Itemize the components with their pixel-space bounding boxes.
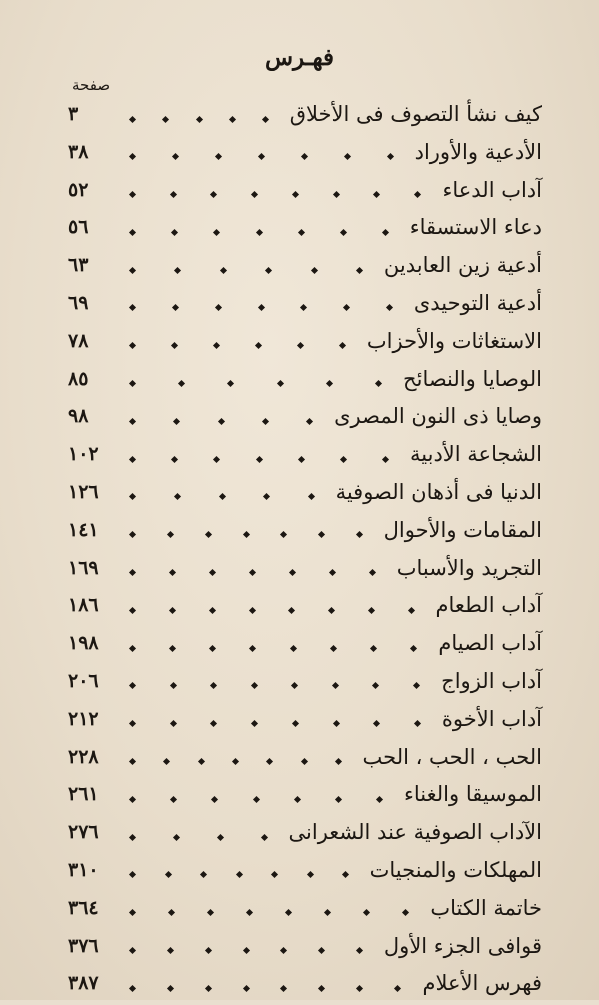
leader-dot xyxy=(372,682,379,689)
page-column-label: صفحة xyxy=(72,76,111,94)
leader-dot xyxy=(356,985,363,992)
leader-dot xyxy=(169,607,176,614)
leader-dot xyxy=(329,569,336,576)
leader-dot xyxy=(129,229,136,236)
leader-dot xyxy=(356,947,363,954)
leader-dot xyxy=(373,191,380,198)
leader-dot xyxy=(205,985,212,992)
leader-dot xyxy=(174,267,181,274)
dot-leader xyxy=(130,721,420,727)
leader-dot xyxy=(255,456,262,463)
toc-entry-page-number: ٦٣ xyxy=(68,254,89,277)
toc-entry-title: آداب الطعام xyxy=(435,593,542,618)
leader-dot xyxy=(343,304,350,311)
dot-leader xyxy=(130,154,393,160)
leader-dot xyxy=(249,569,256,576)
leader-dot xyxy=(213,229,220,236)
dot-leader xyxy=(130,116,268,122)
leader-dot xyxy=(251,682,258,689)
toc-row xyxy=(60,438,542,476)
toc-row xyxy=(60,174,542,212)
leader-dot xyxy=(129,871,136,878)
toc-entry-page-number: ٣٨ xyxy=(68,140,89,163)
leader-dot xyxy=(129,682,136,689)
toc-entry-title: المقامات والأحوال xyxy=(383,517,542,542)
leader-dot xyxy=(129,418,136,425)
leader-dot xyxy=(129,304,136,311)
leader-dot xyxy=(129,153,136,160)
leader-dot xyxy=(171,342,178,349)
leader-dot xyxy=(301,758,308,765)
toc-entry-title: المهلكات والمنجيات xyxy=(369,857,542,882)
toc-entry-page-number: ١٤١ xyxy=(68,518,99,541)
leader-dot xyxy=(356,531,363,538)
leader-dot xyxy=(170,720,177,727)
leader-dot xyxy=(340,229,347,236)
toc-entry-page-number: ١٩٨ xyxy=(68,632,99,655)
leader-dot xyxy=(298,229,305,236)
leader-dot xyxy=(342,871,349,878)
leader-dot xyxy=(376,796,383,803)
leader-dot xyxy=(129,493,136,500)
leader-dot xyxy=(280,985,287,992)
toc-entry-title: الاستغاثات والأحزاب xyxy=(366,328,542,353)
leader-dot xyxy=(408,607,415,614)
leader-dot xyxy=(311,267,318,274)
leader-dot xyxy=(171,229,178,236)
dot-leader xyxy=(130,343,345,349)
leader-dot xyxy=(210,191,217,198)
leader-dot xyxy=(129,191,136,198)
dot-leader xyxy=(130,418,312,424)
leader-dot xyxy=(251,191,258,198)
toc-entry-title: دعاء الاستسقاء xyxy=(409,215,542,240)
leader-dot xyxy=(129,569,136,576)
dot-leader xyxy=(130,872,348,878)
toc-entry-page-number: ٣٦٤ xyxy=(68,896,99,919)
dot-leader xyxy=(130,910,408,916)
leader-dot xyxy=(172,304,179,311)
toc-row xyxy=(60,211,542,249)
leader-dot xyxy=(174,493,181,500)
leader-dot xyxy=(215,304,222,311)
leader-dot xyxy=(167,947,174,954)
leader-dot xyxy=(167,985,174,992)
leader-dot xyxy=(129,531,136,538)
leader-dot xyxy=(129,947,136,954)
leader-dot xyxy=(382,229,389,236)
toc-entry-page-number: ٣ xyxy=(68,103,79,125)
dot-leader xyxy=(130,229,388,235)
leader-dot xyxy=(210,720,217,727)
toc-entry-title: آداب الصيام xyxy=(438,631,542,656)
leader-dot xyxy=(280,531,287,538)
leader-dot xyxy=(339,342,346,349)
leader-dot xyxy=(213,456,220,463)
leader-dot xyxy=(209,607,216,614)
leader-dot xyxy=(227,380,234,387)
leader-dot xyxy=(261,834,268,841)
toc-entry-title: خاتمة الكتاب xyxy=(430,895,542,920)
leader-dot xyxy=(129,720,136,727)
leader-dot xyxy=(266,758,273,765)
dot-leader xyxy=(130,834,267,840)
leader-dot xyxy=(382,456,389,463)
toc-entry-title: الوصايا والنصائح xyxy=(403,366,542,391)
toc-entry-title: وصايا ذى النون المصرى xyxy=(334,404,542,429)
leader-dot xyxy=(169,645,176,652)
toc-entry-page-number: ٢٠٦ xyxy=(68,669,99,692)
leader-dot xyxy=(129,758,136,765)
toc-row xyxy=(60,400,542,438)
toc-row xyxy=(60,703,542,741)
toc-row xyxy=(60,930,542,968)
leader-dot xyxy=(252,796,259,803)
leader-dot xyxy=(257,304,264,311)
leader-dot xyxy=(242,531,249,538)
leader-dot xyxy=(297,342,304,349)
leader-dot xyxy=(209,645,216,652)
leader-dot xyxy=(300,304,307,311)
leader-dot xyxy=(218,493,225,500)
leader-dot xyxy=(209,569,216,576)
toc-entry-title: التجريد والأسباب xyxy=(396,555,542,580)
dot-leader xyxy=(130,796,382,802)
leader-dot xyxy=(129,645,136,652)
leader-dot xyxy=(170,682,177,689)
leader-dot xyxy=(243,985,250,992)
toc-row xyxy=(60,287,542,325)
leader-dot xyxy=(217,418,224,425)
toc-entry-title: قوافى الجزء الأول xyxy=(383,933,542,958)
leader-dot xyxy=(413,682,420,689)
leader-dot xyxy=(386,304,393,311)
leader-dot xyxy=(370,645,377,652)
leader-dot xyxy=(292,720,299,727)
leader-dot xyxy=(246,909,253,916)
dot-leader xyxy=(130,759,341,765)
leader-dot xyxy=(285,909,292,916)
toc-row xyxy=(60,589,542,627)
leader-dot xyxy=(410,645,417,652)
toc-row xyxy=(60,514,542,552)
dot-leader xyxy=(130,456,388,462)
leader-dot xyxy=(265,267,272,274)
leader-dot xyxy=(387,153,394,160)
toc-entry-page-number: ٣٧٦ xyxy=(68,934,99,957)
leader-dot xyxy=(167,531,174,538)
toc-row xyxy=(60,892,542,930)
leader-dot xyxy=(251,720,258,727)
toc-row xyxy=(60,967,542,1005)
toc-entry-page-number: ١٠٢ xyxy=(68,443,99,466)
leader-dot xyxy=(414,191,421,198)
toc-row xyxy=(60,476,542,514)
leader-dot xyxy=(164,871,171,878)
leader-dot xyxy=(162,115,169,122)
toc-entry-page-number: ٣٨٧ xyxy=(68,972,99,995)
leader-dot xyxy=(172,153,179,160)
leader-dot xyxy=(171,456,178,463)
leader-dot xyxy=(163,758,170,765)
toc-row xyxy=(60,98,542,136)
leader-dot xyxy=(211,796,218,803)
toc-row xyxy=(60,665,542,703)
leader-dot xyxy=(215,153,222,160)
dot-leader xyxy=(130,645,416,651)
leader-dot xyxy=(333,720,340,727)
leader-dot xyxy=(170,796,177,803)
toc-entry-page-number: ٣١٠ xyxy=(68,858,99,881)
toc-entry-page-number: ٢٢٨ xyxy=(68,745,99,768)
leader-dot xyxy=(205,947,212,954)
leader-dot xyxy=(324,909,331,916)
dot-leader xyxy=(130,948,362,954)
leader-dot xyxy=(414,720,421,727)
toc-entry-title: آداب الأخوة xyxy=(441,706,542,731)
leader-dot xyxy=(294,796,301,803)
toc-entry-page-number: ٥٦ xyxy=(68,216,89,239)
leader-dot xyxy=(291,682,298,689)
table-of-contents xyxy=(60,98,542,996)
leader-dot xyxy=(277,380,284,387)
toc-row xyxy=(60,741,542,779)
dot-leader xyxy=(130,607,414,613)
leader-dot xyxy=(129,607,136,614)
toc-row xyxy=(60,136,542,174)
leader-dot xyxy=(326,380,333,387)
leader-dot xyxy=(173,834,180,841)
toc-row xyxy=(60,854,542,892)
toc-entry-page-number: ٢١٢ xyxy=(68,707,99,730)
leader-dot xyxy=(210,682,217,689)
toc-entry-page-number: ١٢٦ xyxy=(68,480,99,503)
toc-entry-page-number: ٧٨ xyxy=(68,329,89,352)
leader-dot xyxy=(205,531,212,538)
toc-row xyxy=(60,816,542,854)
toc-row xyxy=(60,249,542,287)
leader-dot xyxy=(318,531,325,538)
toc-entry-page-number: ٨٥ xyxy=(68,367,89,390)
leader-dot xyxy=(335,758,342,765)
leader-dot xyxy=(168,909,175,916)
toc-entry-title: آداب الدعاء xyxy=(442,177,542,202)
toc-entry-page-number: ١٦٩ xyxy=(68,556,99,579)
dot-leader xyxy=(130,267,362,273)
leader-dot xyxy=(330,645,337,652)
leader-dot xyxy=(217,834,224,841)
leader-dot xyxy=(242,947,249,954)
leader-dot xyxy=(333,191,340,198)
toc-row xyxy=(60,363,542,401)
toc-entry-page-number: ٩٨ xyxy=(68,405,89,428)
leader-dot xyxy=(306,418,313,425)
toc-row xyxy=(60,552,542,590)
leader-dot xyxy=(195,115,202,122)
toc-entry-title: الحب ، الحب ، الحب xyxy=(362,744,542,769)
dot-leader xyxy=(130,985,400,991)
dot-leader xyxy=(130,570,375,576)
dot-leader xyxy=(130,192,420,198)
leader-dot xyxy=(318,947,325,954)
dot-leader xyxy=(130,305,392,311)
leader-dot xyxy=(129,834,136,841)
leader-dot xyxy=(213,342,220,349)
leader-dot xyxy=(207,909,214,916)
toc-entry-title: الشجاعة الأدبية xyxy=(410,442,542,467)
leader-dot xyxy=(363,909,370,916)
toc-entry-page-number: ٦٩ xyxy=(68,291,89,314)
leader-dot xyxy=(249,607,256,614)
toc-row xyxy=(60,627,542,665)
leader-dot xyxy=(301,153,308,160)
leader-dot xyxy=(373,720,380,727)
toc-entry-page-number: ٥٢ xyxy=(68,178,89,201)
leader-dot xyxy=(178,380,185,387)
leader-dot xyxy=(220,267,227,274)
dot-leader xyxy=(130,532,362,538)
toc-row xyxy=(60,325,542,363)
leader-dot xyxy=(308,493,315,500)
leader-dot xyxy=(129,456,136,463)
toc-entry-page-number: ٢٦١ xyxy=(68,783,99,806)
leader-dot xyxy=(280,947,287,954)
leader-dot xyxy=(198,758,205,765)
toc-entry-title: أدعية زين العابدين xyxy=(383,253,542,278)
leader-dot xyxy=(335,796,342,803)
leader-dot xyxy=(332,682,339,689)
leader-dot xyxy=(129,985,136,992)
leader-dot xyxy=(232,758,239,765)
toc-entry-title: الموسيقا والغناء xyxy=(404,782,542,807)
leader-dot xyxy=(289,569,296,576)
leader-dot xyxy=(375,380,382,387)
toc-row xyxy=(60,778,542,816)
leader-dot xyxy=(129,380,136,387)
leader-dot xyxy=(255,342,262,349)
leader-dot xyxy=(318,985,325,992)
dot-leader xyxy=(130,683,419,689)
toc-entry-page-number: ١٨٦ xyxy=(68,594,99,617)
leader-dot xyxy=(129,909,136,916)
leader-dot xyxy=(369,569,376,576)
toc-entry-title: أدعية التوحيدى xyxy=(413,290,542,315)
leader-dot xyxy=(262,418,269,425)
leader-dot xyxy=(394,985,401,992)
page-title: فهـرس xyxy=(264,44,335,71)
toc-entry-title: الآداب الصوفية عند الشعرانى xyxy=(288,820,542,845)
leader-dot xyxy=(356,267,363,274)
leader-dot xyxy=(235,871,242,878)
leader-dot xyxy=(129,115,136,122)
leader-dot xyxy=(288,607,295,614)
leader-dot xyxy=(368,607,375,614)
leader-dot xyxy=(306,871,313,878)
leader-dot xyxy=(262,115,269,122)
leader-dot xyxy=(292,191,299,198)
toc-entry-page-number: ٢٧٦ xyxy=(68,821,99,844)
leader-dot xyxy=(169,569,176,576)
leader-dot xyxy=(229,115,236,122)
leader-dot xyxy=(170,191,177,198)
toc-entry-title: آداب الزواج xyxy=(441,668,542,693)
leader-dot xyxy=(290,645,297,652)
leader-dot xyxy=(344,153,351,160)
leader-dot xyxy=(402,909,409,916)
toc-entry-title: الدنيا فى أذهان الصوفية xyxy=(335,479,542,504)
leader-dot xyxy=(298,456,305,463)
leader-dot xyxy=(271,871,278,878)
leader-dot xyxy=(255,229,262,236)
leader-dot xyxy=(129,796,136,803)
toc-entry-title: فهرس الأعلام xyxy=(422,971,542,996)
leader-dot xyxy=(328,607,335,614)
toc-entry-title: الأدعية والأوراد xyxy=(414,139,542,164)
toc-entry-title: كيف نشأ التصوف فى الأخلاق xyxy=(289,102,542,126)
leader-dot xyxy=(173,418,180,425)
dot-leader xyxy=(130,381,381,387)
leader-dot xyxy=(340,456,347,463)
leader-dot xyxy=(258,153,265,160)
leader-dot xyxy=(249,645,256,652)
leader-dot xyxy=(263,493,270,500)
dot-leader xyxy=(130,494,314,500)
leader-dot xyxy=(129,342,136,349)
leader-dot xyxy=(200,871,207,878)
leader-dot xyxy=(129,267,136,274)
